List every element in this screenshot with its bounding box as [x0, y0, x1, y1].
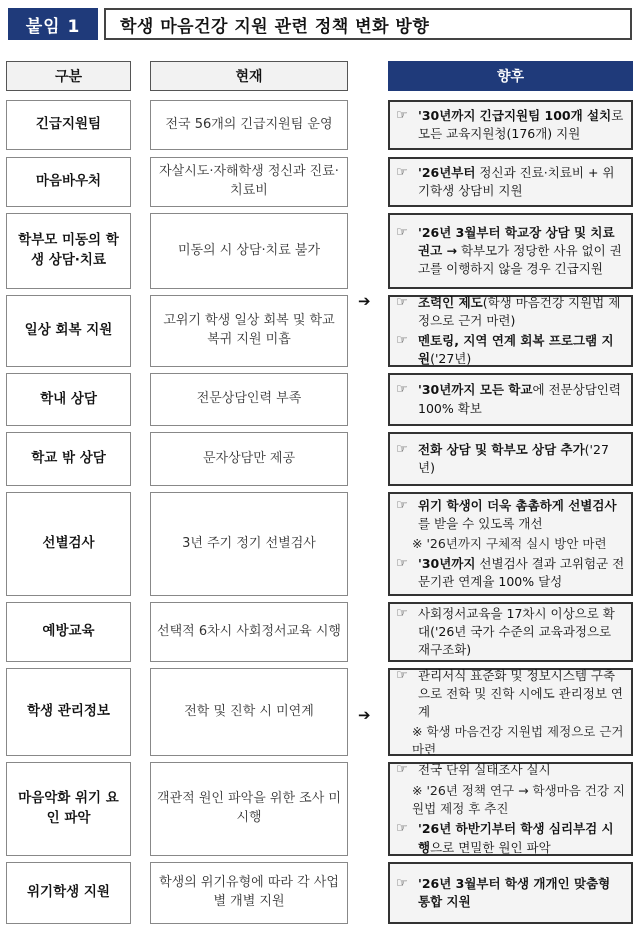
- current-cell: 문자상담만 제공: [150, 432, 348, 486]
- future-item: [396, 761, 625, 780]
- future-item: [396, 497, 625, 533]
- future-item-emphasis: '26년부터: [418, 164, 476, 180]
- future-item-text: 로 모든 교육지원청(176개) 지원: [418, 107, 624, 141]
- future-item-text: ('27년): [430, 351, 472, 367]
- current-cell: 학생의 위기유형에 따라 각 사업별 개별 지원: [150, 862, 348, 924]
- future-item: [396, 875, 625, 911]
- future-item-text: 선별검사 결과 고위험군 전문기관 연계율 100% 달성: [418, 556, 625, 590]
- future-item: [396, 332, 625, 368]
- future-item-text: 를 받을 수 있도록 개선: [418, 515, 543, 531]
- future-item-emphasis: 전화 상담 및 학부모 상담 추가: [418, 441, 585, 457]
- future-cell: [388, 432, 633, 486]
- future-cell: [388, 157, 633, 207]
- pointing-hand-icon: ☞: [396, 762, 408, 778]
- pointing-hand-icon: ☞: [396, 497, 408, 513]
- future-item-emphasis: '30년까지: [418, 556, 476, 572]
- current-cell: 전문상담인력 부족: [150, 373, 348, 426]
- appendix-badge: 붙임 1: [8, 8, 98, 40]
- pointing-hand-icon: ☞: [396, 875, 408, 891]
- future-cell: [388, 100, 633, 150]
- future-item-text: 에 전문상담인력 100% 확보: [418, 382, 621, 416]
- future-item-text: 사회정서교육을 17차시 이상으로 확대('26년 국가 수준의 교육과정으로 재구조화): [418, 605, 615, 658]
- category-cell: 마음바우처: [6, 157, 131, 207]
- future-item-emphasis: '30년까지 모든 학교: [418, 382, 533, 398]
- future-note: ※ '26년 정책 연구 → 학생마음 건강 지원법 제정 후 추진: [412, 783, 626, 817]
- future-item-emphasis: '26년 하반기부터 학생 심리부검 시행: [418, 821, 614, 855]
- category-cell: 마음악화 위기 요인 파악: [6, 762, 131, 856]
- category-cell: 선별검사: [6, 492, 131, 596]
- future-item-text: 전국 단위 실태조사 실시: [418, 762, 551, 778]
- future-item: [396, 605, 625, 659]
- future-cell: [388, 762, 633, 856]
- future-item-emphasis: 조력인 제도: [418, 294, 483, 310]
- category-cell: 위기학생 지원: [6, 862, 131, 924]
- pointing-hand-icon: ☞: [396, 333, 408, 348]
- future-item: [396, 107, 625, 143]
- current-cell: 고위기 학생 일상 회복 및 학교 복귀 지원 미흡: [150, 295, 348, 367]
- category-cell: 긴급지원팀: [6, 100, 131, 150]
- future-cell: [388, 602, 633, 662]
- future-item-text: 관리서식 표준화 및 정보시스템 구축으로 전학 및 진학 시에도 관리정보 연계: [418, 667, 623, 719]
- current-cell: 전국 56개의 긴급지원팀 운영: [150, 100, 348, 150]
- future-item-emphasis: 위기 학생이 더욱 촘촘하게 선별검사: [418, 497, 617, 513]
- future-note: ※ 학생 마음건강 지원법 제정으로 근거 마련: [412, 724, 624, 758]
- future-item: [396, 555, 625, 591]
- current-cell: 선택적 6차시 사회정서교육 시행: [150, 602, 348, 662]
- future-cell: [388, 213, 633, 289]
- pointing-hand-icon: ☞: [396, 294, 408, 310]
- future-item: [396, 164, 625, 200]
- future-item: [396, 294, 625, 330]
- future-cell: [388, 295, 633, 367]
- future-item-text: 정신과 진료·치료비 + 위기학생 상담비 지원: [418, 164, 615, 198]
- future-item-emphasis: 멘토링, 지역 연계 회복 프로그램 지원: [418, 333, 614, 367]
- future-item: [396, 224, 625, 278]
- pointing-hand-icon: ☞: [396, 605, 408, 621]
- future-item-emphasis: '26년 3월부터 학생 개개인 맞춤형 통합 지원: [418, 875, 611, 909]
- future-cell: [388, 668, 633, 756]
- category-cell: 학부모 미동의 학생 상담·치료: [6, 213, 131, 289]
- future-cell: [388, 373, 633, 426]
- pointing-hand-icon: ☞: [396, 382, 408, 398]
- future-item-text: (학생 마음건강 지원법 제정으로 근거 마련): [418, 294, 621, 328]
- pointing-hand-icon: ☞: [396, 224, 408, 240]
- category-cell: 학생 관리정보: [6, 668, 131, 756]
- arrow-icon: ➔: [358, 706, 371, 724]
- future-item: [396, 381, 625, 417]
- header-future: 향후: [388, 61, 633, 91]
- arrow-icon: ➔: [358, 292, 371, 310]
- future-item: [396, 820, 625, 856]
- future-item: [396, 667, 625, 721]
- current-cell: 자살시도·자해학생 정신과 진료·치료비: [150, 157, 348, 207]
- pointing-hand-icon: ☞: [396, 667, 408, 683]
- pointing-hand-icon: ☞: [396, 556, 408, 572]
- future-item: [396, 441, 625, 477]
- current-cell: 객관적 원인 파악을 위한 조사 미 시행: [150, 762, 348, 856]
- pointing-hand-icon: ☞: [396, 441, 408, 457]
- category-cell: 예방교육: [6, 602, 131, 662]
- category-cell: 학내 상담: [6, 373, 131, 426]
- current-cell: 3년 주기 정기 선별검사: [150, 492, 348, 596]
- page-title: 학생 마음건강 지원 관련 정책 변화 방향: [104, 8, 632, 40]
- future-note: ※ '26년까지 구체적 실시 방안 마련: [412, 535, 607, 551]
- future-item-text: ('27년): [418, 441, 609, 475]
- current-cell: 미동의 시 상담·치료 불가: [150, 213, 348, 289]
- future-item-emphasis: '26년 3월부터 학교장 상담 및 치료권고 →: [418, 224, 615, 258]
- header-current: 현재: [150, 61, 348, 91]
- category-cell: 학교 밖 상담: [6, 432, 131, 486]
- pointing-hand-icon: ☞: [396, 164, 408, 180]
- pointing-hand-icon: ☞: [396, 821, 408, 837]
- future-item-text: 으로 면밀한 원인 파악: [430, 839, 551, 855]
- pointing-hand-icon: ☞: [396, 107, 408, 123]
- future-item-emphasis: '30년까지 긴급지원팀 100개 설치: [418, 107, 612, 123]
- future-cell: [388, 492, 633, 596]
- future-cell: [388, 862, 633, 924]
- future-item-text: 학부모가 정당한 사유 없이 권고를 이행하지 않을 경우 긴급지원: [418, 242, 622, 277]
- current-cell: 전학 및 진학 시 미연계: [150, 668, 348, 756]
- header-category: 구분: [6, 61, 131, 91]
- category-cell: 일상 회복 지원: [6, 295, 131, 367]
